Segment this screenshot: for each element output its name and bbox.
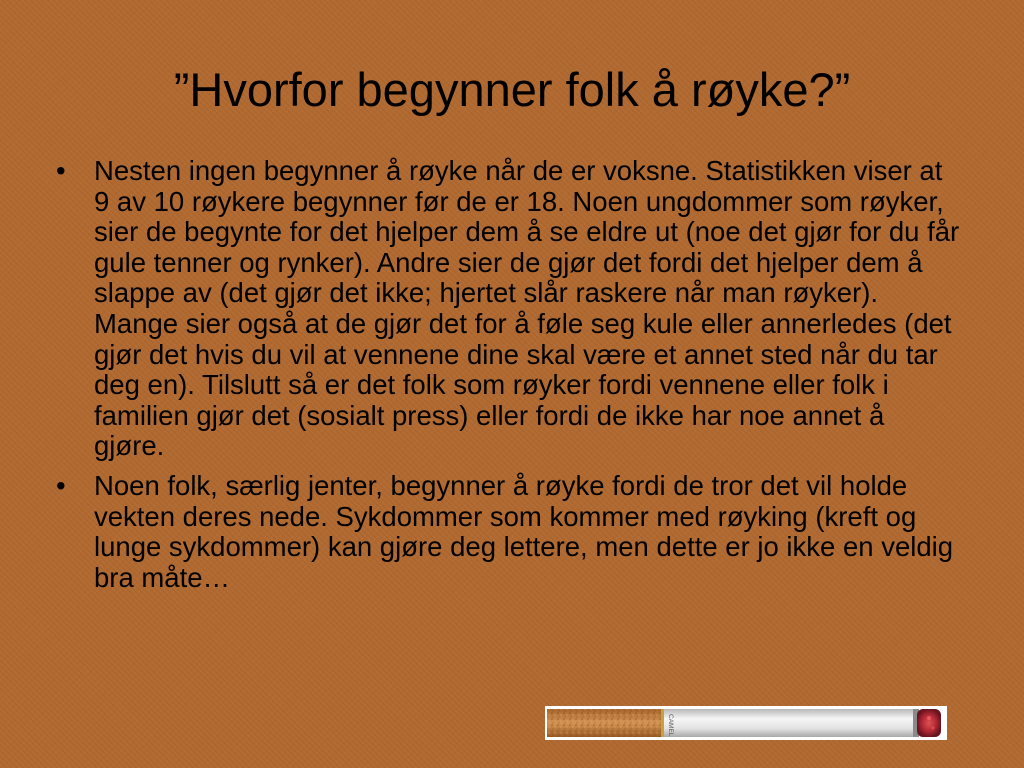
bullet-text: Nesten ingen begynner å røyke når de er voksne. Statistikken viser at 9 av 10 røykere begynner før de er 18. Noen ungdommer som røyker, sier de begynte for det hjelper dem å se eldre ut (noe det gjør for du får gule tenner og rynker). Andre sier de gjør det fordi det hjelper dem å slappe av (det gjør det ikke; hjertet slår raskere når man røyker). Mange sier også at de gjør det for å føle seg kule eller annerledes (det gjør det hvis du vil at vennene dine skal være et annet sted når du tar deg en). Tilslutt så er det folk som røyker fordi vennene eller folk i familien gjør det (sosialt press) eller fordi de ikke har noe annet å gjøre. (94, 155, 960, 462)
bullet-dot: • (56, 469, 66, 501)
cigarette-paper (661, 709, 917, 737)
bullet-list (56, 156, 961, 602)
bullet-dot: • (56, 155, 66, 186)
cigarette-brand-text: CAMEL (667, 714, 674, 737)
cigarette-ember (917, 709, 941, 737)
bullet-item (56, 471, 961, 593)
slide-title: ”Hvorfor begynner folk å røyke?” (173, 63, 851, 116)
bullet-item (56, 156, 961, 462)
cigarette-icon (545, 706, 947, 740)
bullet-text: Noen folk, særlig jenter, begynner å røyke fordi de tror det vil holde vekten deres nede. Sykdommer som kommer med røyking (kreft og lunge sykdommer) kan gjøre deg lettere, men dette er jo ikke en veldig bra måte… (94, 469, 954, 593)
